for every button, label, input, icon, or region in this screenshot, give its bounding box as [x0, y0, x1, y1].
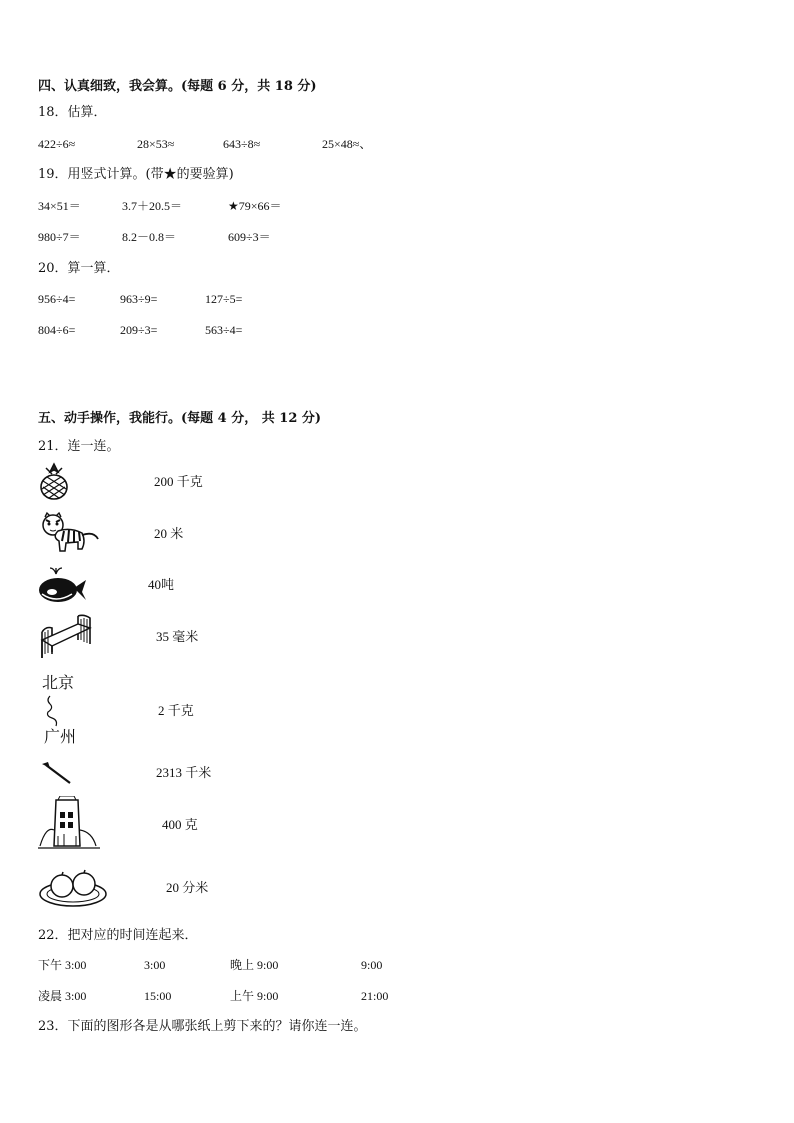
- q19-item-6: 609÷3＝: [228, 230, 271, 244]
- fruit-plate-icon: [38, 866, 108, 908]
- q21-option-3: 40吨: [148, 577, 175, 592]
- q21-option-2: 20 米: [154, 526, 184, 541]
- q21-option-7: 400 克: [162, 817, 198, 832]
- q21-option-6: 2313 千米: [156, 765, 212, 780]
- map-label-beijing: 北京: [42, 675, 75, 692]
- section-4-heading: 四、认真细致，我会算。(每题 6 分，共 18 分): [38, 79, 317, 94]
- q20-item-6: 563÷4=: [205, 323, 243, 337]
- q18-item-2: 28×53≈: [137, 137, 175, 151]
- q22-item-2: 3:00: [144, 958, 166, 972]
- pineapple-icon: [36, 462, 72, 500]
- whale-icon: [36, 564, 88, 606]
- q20-item-3: 127÷5=: [205, 292, 243, 306]
- q20-title: 20．算一算．: [38, 261, 120, 276]
- q22-item-8: 21:00: [361, 989, 389, 1003]
- q22-title: 22．把对应的时间连起来．: [38, 928, 198, 943]
- q19-title: 19．用竖式计算。(带★的要验算): [38, 167, 234, 182]
- q21-option-4: 35 毫米: [156, 629, 199, 644]
- q19-item-2: 3.7＋20.5＝: [122, 199, 183, 213]
- q21-option-5: 2 千克: [158, 703, 194, 718]
- tiger-icon: [38, 511, 102, 557]
- q18-item-3: 643÷8≈: [223, 137, 261, 151]
- q21-option-8: 20 分米: [166, 880, 209, 895]
- q22-item-7: 上午 9:00: [230, 989, 279, 1003]
- q20-item-2: 963÷9=: [120, 292, 158, 306]
- q23-title: 23．下面的图形各是从哪张纸上剪下来的？请你连一连。: [38, 1019, 367, 1034]
- q20-item-5: 209÷3=: [120, 323, 158, 337]
- q19-item-5: 8.2－0.8＝: [122, 230, 177, 244]
- q22-item-4: 9:00: [361, 958, 383, 972]
- q19-item-1: 34×51＝: [38, 199, 81, 213]
- q20-item-4: 804÷6=: [38, 323, 76, 337]
- q19-item-4: 980÷7＝: [38, 230, 81, 244]
- q21-title: 21．连一连。: [38, 439, 120, 454]
- q22-item-5: 凌晨 3:00: [38, 989, 87, 1003]
- q18-item-1: 422÷6≈: [38, 137, 76, 151]
- section-5-heading: 五、动手操作，我能行。(每题 4 分， 共 12 分): [38, 411, 322, 426]
- route-map-icon: [44, 694, 64, 728]
- q20-item-1: 956÷4=: [38, 292, 76, 306]
- building-icon: [38, 796, 100, 852]
- q19-item-3: ★79×66＝: [228, 199, 282, 213]
- q21-option-1: 200 千克: [154, 474, 203, 489]
- q22-item-1: 下午 3:00: [38, 958, 87, 972]
- q18-title: 18．估算．: [38, 105, 107, 120]
- q18-item-4: 25×48≈、: [322, 137, 372, 151]
- bed-icon: [38, 614, 92, 660]
- map-label-guangzhou: 广州: [44, 729, 77, 746]
- q22-item-3: 晚上 9:00: [230, 958, 279, 972]
- nail-icon: [40, 760, 74, 786]
- q22-item-6: 15:00: [144, 989, 172, 1003]
